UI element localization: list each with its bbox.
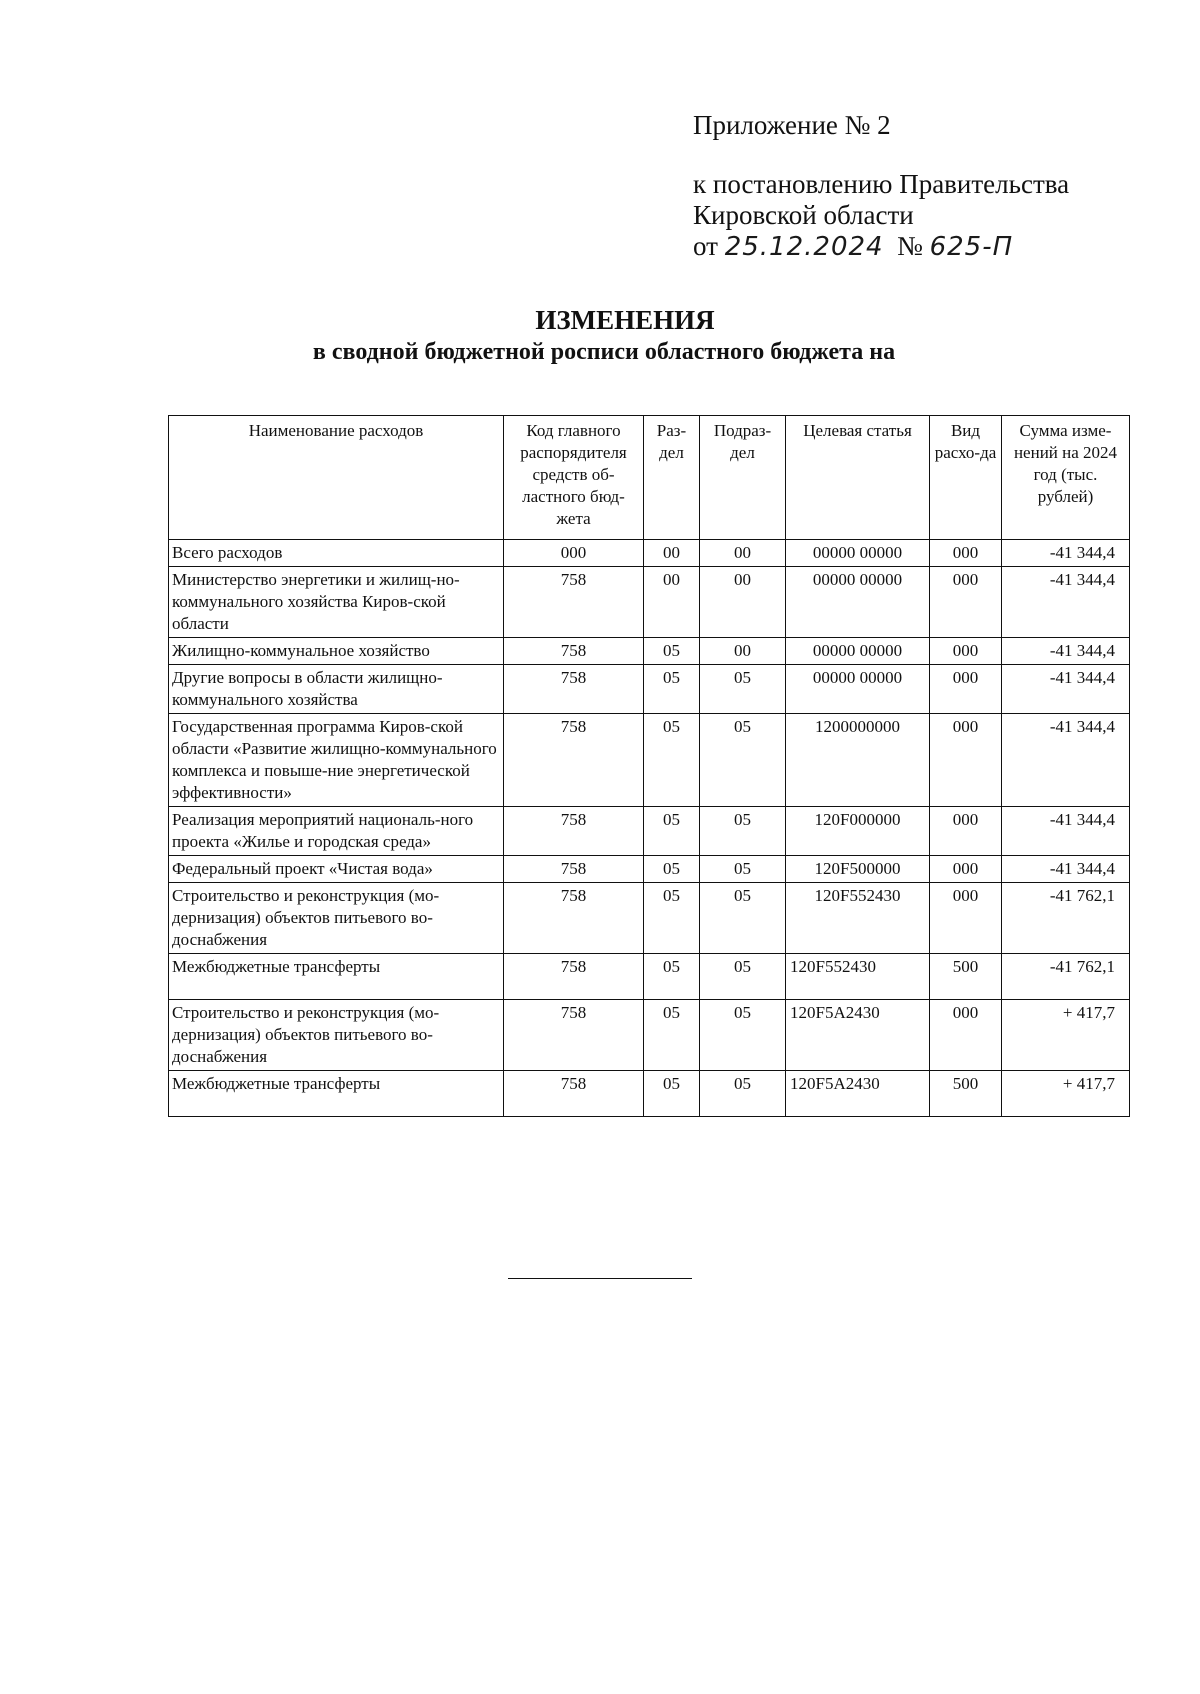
cell-admin-code: 758 [504,567,644,638]
cell-admin-code: 758 [504,856,644,883]
cell-expense-type: 000 [930,883,1002,954]
table-row [169,883,1130,954]
cell-section: 05 [644,883,700,954]
document-subtitle: в сводной бюджетной росписи областного бюджета на [312,339,896,365]
cell-target: 120F5A2430 [786,1000,930,1071]
annex-date-line [693,231,1069,263]
cell-expense-type: 000 [930,540,1002,567]
table-row [169,1071,1130,1117]
cell-section: 00 [644,567,700,638]
cell-section: 05 [644,714,700,807]
cell-name: Государственная программа Киров-ской области «Развитие жилищно-коммунального комплекса и повыше-ние энергетической эффективности» [169,714,504,807]
table-header-row [169,416,1130,540]
budget-changes-table [168,415,1130,1117]
cell-section: 05 [644,954,700,1000]
header-name: Наименование расходов [169,416,504,540]
cell-name: Межбюджетные трансферты [169,954,504,1000]
cell-expense-type: 000 [930,665,1002,714]
cell-name: Реализация мероприятий националь-ного проекта «Жилье и городская среда» [169,807,504,856]
cell-target: 120F552430 [786,954,930,1000]
cell-target: 1200000000 [786,714,930,807]
cell-target: 120F500000 [786,856,930,883]
cell-amount: -41 344,4 [1002,665,1130,714]
cell-target: 120F552430 [786,883,930,954]
cell-admin-code: 758 [504,883,644,954]
cell-admin-code: 758 [504,1000,644,1071]
cell-name: Жилищно-коммунальное хозяйство [169,638,504,665]
cell-amount: -41 762,1 [1002,954,1130,1000]
header-admin-code: Код главного распорядителя средств об-ластного бюд-жета [504,416,644,540]
cell-subsection: 05 [700,714,786,807]
cell-name: Федеральный проект «Чистая вода» [169,856,504,883]
cell-section: 05 [644,638,700,665]
header-subsection: Подраз-дел [700,416,786,540]
table-row [169,638,1130,665]
cell-subsection: 05 [700,1071,786,1117]
cell-amount: -41 344,4 [1002,567,1130,638]
cell-admin-code: 758 [504,638,644,665]
document-heading [0,304,1200,368]
cell-target: 00000 00000 [786,567,930,638]
cell-target: 00000 00000 [786,540,930,567]
cell-name: Другие вопросы в области жилищно-коммунального хозяйства [169,665,504,714]
table-row [169,807,1130,856]
cell-admin-code: 758 [504,954,644,1000]
cell-admin-code: 758 [504,665,644,714]
cell-subsection: 05 [700,807,786,856]
annex-region-line: Кировской области [693,200,914,230]
cell-name: Всего расходов [169,540,504,567]
header-amount: Сумма изме-нений на 2024 год (тыс. рублей) [1002,416,1130,540]
cell-admin-code: 000 [504,540,644,567]
cell-expense-type: 500 [930,954,1002,1000]
cell-expense-type: 000 [930,1000,1002,1071]
cell-subsection: 00 [700,540,786,567]
closing-rule [508,1278,692,1279]
cell-amount: -41 344,4 [1002,638,1130,665]
cell-section: 05 [644,665,700,714]
cell-amount: + 417,7 [1002,1071,1130,1117]
annex-decree-line: к постановлению Правительства [693,169,1070,199]
header-expense-type: Вид расхо-да [930,416,1002,540]
cell-expense-type: 000 [930,567,1002,638]
table-row [169,954,1130,1000]
cell-name: Строительство и реконструкция (мо-дернизация) объектов питьевого во-доснабжения [169,1000,504,1071]
table-row [169,714,1130,807]
cell-target: 00000 00000 [786,665,930,714]
annex-title: Приложение № 2 [693,110,891,140]
cell-expense-type: 500 [930,1071,1002,1117]
cell-amount: -41 344,4 [1002,807,1130,856]
cell-name: Межбюджетные трансферты [169,1071,504,1117]
cell-admin-code: 758 [504,807,644,856]
cell-name: Министерство энергетики и жилищ-но-коммунального хозяйства Киров-ской области [169,567,504,638]
cell-amount: -41 344,4 [1002,856,1130,883]
cell-subsection: 05 [700,1000,786,1071]
cell-section: 00 [644,540,700,567]
cell-subsection: 05 [700,883,786,954]
cell-target: 120F5A2430 [786,1071,930,1117]
document-title: ИЗМЕНЕНИЯ [535,305,715,335]
table-row [169,540,1130,567]
cell-subsection: 00 [700,567,786,638]
cell-admin-code: 758 [504,1071,644,1117]
table-row [169,567,1130,638]
cell-expense-type: 000 [930,714,1002,807]
cell-name: Строительство и реконструкция (мо-дернизация) объектов питьевого во-доснабжения [169,883,504,954]
cell-subsection: 05 [700,954,786,1000]
cell-target: 120F000000 [786,807,930,856]
cell-amount: -41 762,1 [1002,883,1130,954]
header-target: Целевая статья [786,416,930,540]
cell-section: 05 [644,807,700,856]
annex-block [693,110,1069,263]
number-prefix: № [897,231,923,261]
cell-subsection: 00 [700,638,786,665]
cell-expense-type: 000 [930,807,1002,856]
table-row [169,856,1130,883]
cell-section: 05 [644,1000,700,1071]
cell-section: 05 [644,1071,700,1117]
cell-expense-type: 000 [930,638,1002,665]
decree-number: 625-П [929,232,1014,262]
cell-subsection: 05 [700,665,786,714]
header-section: Раз-дел [644,416,700,540]
cell-subsection: 05 [700,856,786,883]
cell-admin-code: 758 [504,714,644,807]
cell-amount: -41 344,4 [1002,540,1130,567]
table-row [169,1000,1130,1071]
cell-target: 00000 00000 [786,638,930,665]
table-row [169,665,1130,714]
cell-amount: -41 344,4 [1002,714,1130,807]
cell-expense-type: 000 [930,856,1002,883]
cell-amount: + 417,7 [1002,1000,1130,1071]
cell-section: 05 [644,856,700,883]
date-prefix: от [693,231,718,261]
decree-date: 25.12.2024 [724,232,884,262]
